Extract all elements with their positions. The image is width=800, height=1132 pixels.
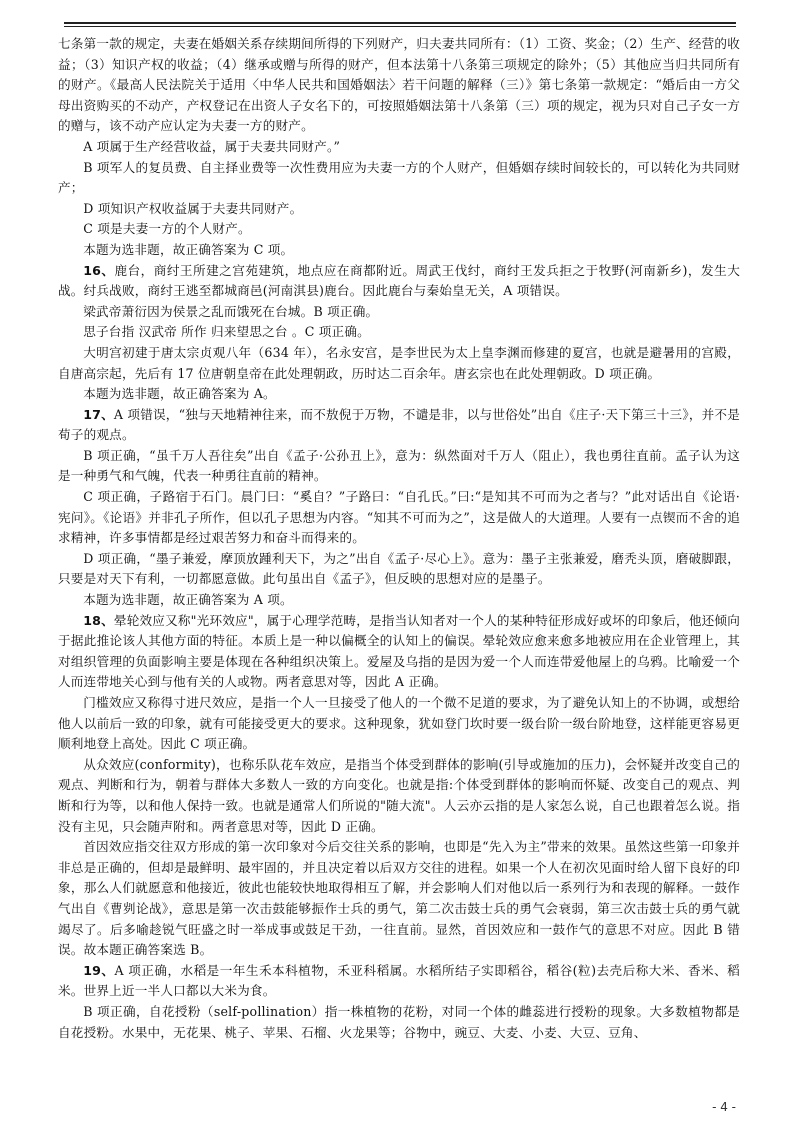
paragraph-text: A 项错误，“独与天地精神往来，而不敖倪于万物，不谴是非，以与世俗处”出自《庄子·天下第三十三》，并不是荀子的观点。 [58,406,740,443]
header-rule-thin [64,26,736,27]
paragraph [58,384,740,405]
paragraph-text: 本题为选非题，故正确答案为 C 项。 [83,241,294,257]
paragraph-text: B 项军人的复员费、自主择业费等一次性费用应为夫妻一方的个人财产，但婚姻存续时间较长的，可以转化为共同财产； [58,159,740,196]
paragraph-text: B 项正确，自花授粉（self-pollination）指一株植物的花粉，对同一个体的雌蕊进行授粉的现象。大多数植物都是自花授粉。水果中，无花果、桃子、苹果、石榴、火龙果等；谷物中，豌豆、大麦、小麦、大豆、豆角、 [58,1003,740,1040]
page-number: - 4 - [712,1100,736,1114]
paragraph [58,219,740,240]
question-number: 16、 [83,262,115,278]
paragraph [58,137,740,158]
paragraph [58,158,740,199]
paragraph-text: C 项正确，子路宿于石门。晨门曰：“奚自？”子路曰：“自孔氏。”曰:“是知其不可而为之者与？”此对话出自《论语·宪问》。《论语》并非孔子所作，但以孔子思想为内容。“知其不可而为之”，这是做人的大道理。人要有一点锲而不舍的追求精神，许多事情都是经过艰苦努力和奋斗而得来的。 [58,489,740,546]
question-paragraph [58,261,740,302]
paragraph [58,199,740,220]
paragraph [58,549,740,590]
paragraph [58,322,740,343]
paragraph-text: 晕轮效应又称"光环效应"，属于心理学范畴，是指当认知者对一个人的某种特征形成好或坏的印象后，他还倾向于据此推论该人其他方面的特征。本质上是一种以偏概全的认知上的偏误。晕轮效应愈来愈多地被应用在企业管理上，其对组织管理的负面影响主要是体现在各种组织决策上。爱屋及乌指的是因为爱一个人而连带爱他屋上的乌鸦。比喻爱一个人而连带地关心到与他有关的人或物。两者意思对等，因此 A 正确。 [58,612,741,690]
paragraph [58,755,740,837]
document-body [58,34,740,1043]
question-paragraph [58,611,740,693]
paragraph-text: A 项属于生产经营收益，属于夫妻共同财产。” [83,138,341,154]
question-paragraph [58,405,740,446]
paragraph-text: 梁武帝萧衍因为侯景之乱而饿死在台城。B 项正确。 [83,303,379,319]
paragraph-text: D 项知识产权收益属于夫妻共同财产。 [83,200,303,216]
paragraph-text: 首因效应指交往双方形成的第一次印象对今后交往关系的影响，也即是“先入为主”带来的效果。虽然这些第一印象并非总是正确的，但却是最鲜明、最牢固的，并且决定着以后双方交往的进程。如果一个人在初次见面时给人留下良好的印象，那么人们就愿意和他接近，彼此也能较快地取得相互了解，并会影响人们对他以后一系列行为和表现的解释。一鼓作气出自《曹刿论战》，意思是第一次击鼓能够振作士兵的勇气，第二次击鼓士兵的勇气会衰弱，第三次击鼓士兵的勇气就竭尽了。后多喻趁锐气旺盛之时一举成事或鼓足干劲，一往直前。显然，首因效应和一鼓作气的意思不对应。因此 B 错误。故本题正确答案选 B。 [58,839,740,958]
question-paragraph [58,961,740,1002]
header-rule-thick [64,22,736,24]
paragraph-text: 鹿台，商纣王所建之宫苑建筑，地点应在商都附近。周武王伐纣，商纣王发兵拒之于牧野(河南新乡)，发生大战。纣兵战败，商纣王逃至都城商邑(河南淇县)鹿台。因此鹿台与秦始皇无关，A 项错误。 [58,262,740,299]
paragraph-text: 本题为选非题，故正确答案为 A 项。 [83,592,293,608]
question-number: 19、 [83,962,115,978]
paragraph [58,837,740,961]
paragraph-text: C 项是夫妻一方的个人财产。 [83,221,251,237]
paragraph [58,343,740,384]
paragraph-text: 从众效应(conformity)，也称乐队花车效应，是指当个体受到群体的影响(引导或施加的压力)，会怀疑并改变自己的观点、判断和行为，朝着与群体大多数人一致的方向变化。也就是指:个体受到群体的影响而怀疑、改变自己的观点、判断和行为等，以和他人保持一致。也就是通常人们所说的"随大流"。人云亦云指的是人家怎么说，自己也跟着怎么说。指没有主见，只会随声附和。两者意思对等，因此 D 正确。 [58,756,740,834]
question-number: 18、 [83,612,114,628]
paragraph-text: 七条第一款的规定，夫妻在婚姻关系存续期间所得的下列财产，归夫妻共同所有：（1）工资、奖金；（2）生产、经营的收益；（3）知识产权的收益；（4）继承或赠与所得的财产，但本法第十八条第三项规定的除外；（5）其他应当归共同所有的财产。《最高人民法院关于适用〈中华人民共和国婚姻法〉若干问题的解释（三）》第七条第一款规定：“婚后由一方父母出资购买的不动产，产权登记在出资人子女名下的，可按照婚姻法第十八条第（三）项的规定，视为只对自己子女一方的赠与，该不动产应认定为夫妻一方的财产。 [58,36,740,134]
paragraph [58,240,740,261]
paragraph [58,34,740,137]
paragraph [58,1002,740,1043]
question-number: 17、 [83,406,114,422]
paragraph [58,487,740,549]
paragraph-text: 本题为选非题，故正确答案为 A。 [83,386,276,402]
paragraph-text: 大明宫初建于唐太宗贞观八年（634 年），名永安宫，是李世民为太上皇李渊而修建的夏宫，也就是避暑用的宫殿，自唐高宗起，先后有 17 位唐朝皇帝在此处理朝政，历时达二百余年。唐玄宗也在此处理朝政。D 项正确。 [58,344,740,381]
paragraph [58,693,740,755]
paragraph-text: 门槛效应又称得寸进尺效应，是指一个人一旦接受了他人的一个微不足道的要求，为了避免认知上的不协调，或想给他人以前后一致的印象，就有可能接受更大的要求。这种现象，犹如登门坎时要一级台阶一级台阶地登，这样能更容易更顺利地登上高处。因此 C 项正确。 [58,695,740,752]
paragraph [58,302,740,323]
paragraph-text: 思子台指 汉武帝 所作 归来望思之台 。C 项正确。 [83,324,370,340]
paragraph-text: A 项正确，水稻是一年生禾本科植物，禾亚科稻属。水稻所结子实即稻谷，稻谷(粒)去壳后称大米、香米、稻米。世界上近一半人口都以大米为食。 [58,962,740,999]
paragraph [58,446,740,487]
paragraph-text: B 项正确，“虽千万人吾往矣”出自《孟子·公孙丑上》，意为：纵然面对千万人（阻止），我也勇往直前。孟子认为这是一种勇气和气魄，代表一种勇往直前的精神。 [58,447,740,484]
paragraph [58,590,740,611]
paragraph-text: D 项正确，“墨子兼爱，摩顶放踵利天下，为之”出自《孟子·尽心上》。意为：墨子主张兼爱，磨秃头顶，磨破脚跟，只要是对天下有利，一切都愿意做。此句虽出自《孟子》，但反映的思想对应的是墨子。 [58,550,740,587]
